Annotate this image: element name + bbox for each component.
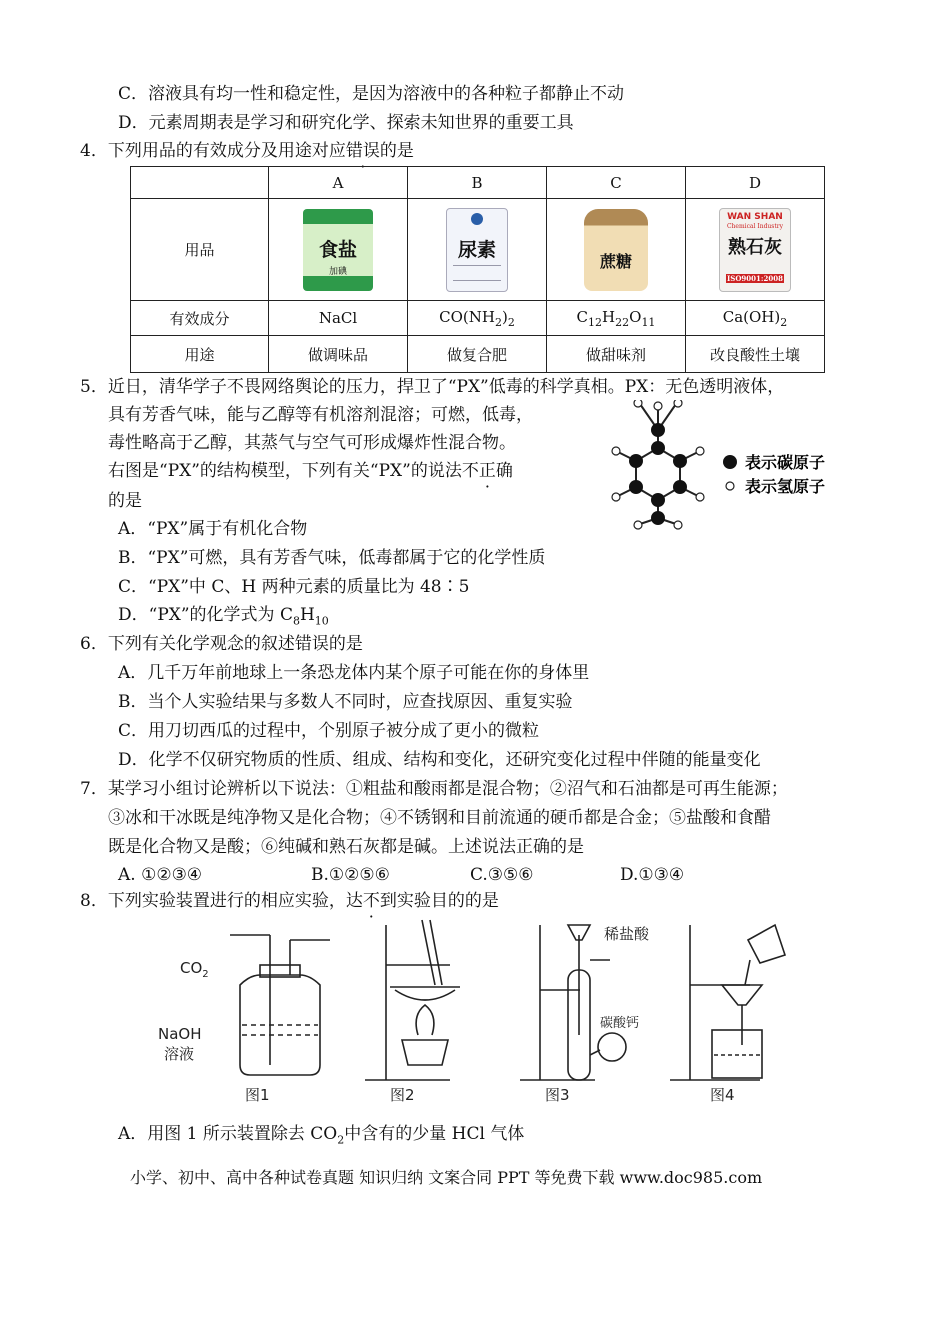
carbon-atom <box>651 423 665 437</box>
carbon-atom <box>673 480 687 494</box>
figure1-gas-washing-bottle <box>230 935 330 1075</box>
col-header-a: A <box>269 167 408 199</box>
figure4-filtration-setup <box>670 925 785 1080</box>
q4-table <box>130 166 825 373</box>
q5-line1: 5．近日，清华学子不畏网络舆论的压力，捍卫了“PX”低毒的科学真相。PX：无色透明液体， <box>80 377 785 397</box>
use-c: 做甜味剂 <box>547 336 686 373</box>
naoh-solution-label: 溶液 <box>164 1045 195 1063</box>
sugar-jar-image: 蔗糖 <box>584 209 648 291</box>
figure2-evaporation-setup <box>365 920 460 1080</box>
use-d: 改良酸性土壤 <box>686 336 825 373</box>
urea-bag-image: 尿素 <box>446 208 508 292</box>
q7-line3: 既是化合物又是酸；⑥纯碱和熟石灰都是碱。上述说法正确的是 <box>108 837 584 857</box>
q6-option-d: D．化学不仅研究物质的性质、组成、结构和变化，还研究变化过程中伴随的能量变化 <box>118 750 761 770</box>
q7-option-c: C.③⑤⑥ <box>470 865 534 885</box>
figure2-label: 图2 <box>390 1086 415 1104</box>
emphasis-text: 错误 <box>345 141 380 161</box>
q5-line3: 毒性略高于乙醇，其蒸气与空气可形成爆炸性混合物。 <box>108 433 516 453</box>
carbon-atom <box>629 480 643 494</box>
row-label-component: 有效成分 <box>131 301 269 336</box>
px-molecule-model <box>600 400 860 530</box>
figure3-label: 图3 <box>545 1086 570 1104</box>
q8-option-a: A．用图 1 所示装置除去 $CO_2$中含有的少量 HCl 气体 <box>118 1124 525 1147</box>
q7-option-a: A. ①②③④ <box>118 865 203 885</box>
use-b: 做复合肥 <box>408 336 547 373</box>
hydrogen-atom <box>634 400 642 407</box>
legend-carbon-icon <box>723 455 737 469</box>
legend-carbon-label: 表示碳原子 <box>745 453 826 472</box>
q4-stem: 4．下列用品的有效成分及用途对应错误的是 <box>80 141 414 161</box>
component-c: $C_{12}H_{22}O_{11}$ <box>547 301 686 336</box>
hydrogen-atom <box>674 521 682 529</box>
col-header-c: C <box>547 167 686 199</box>
q3-option-c: C．溶液具有均一性和稳定性，是因为溶液中的各种粒子都静止不动 <box>118 84 625 104</box>
hydrogen-atom <box>612 493 620 501</box>
q5-line4: 右图是“PX”的结构模型，下列有关“PX”的说法不正确 <box>108 461 513 481</box>
q5-option-a: A．“PX”属于有机化合物 <box>118 519 308 539</box>
component-a: NaCl <box>269 301 408 336</box>
col-header-b: B <box>408 167 547 199</box>
q7-line2: ③冰和干冰既是纯净物又是化合物；④不锈钢和目前流通的硬币都是合金；⑤盐酸和食醋 <box>108 808 771 828</box>
emphasis-text: 不正确 <box>461 461 513 481</box>
q5-option-b: B．“PX”可燃，具有芳香气味，低毒都属于它的化学性质 <box>118 548 546 568</box>
use-a: 做调味品 <box>269 336 408 373</box>
q7-option-b: B.①②⑤⑥ <box>311 865 390 885</box>
row-label-product: 用品 <box>131 199 269 301</box>
component-d: $Ca(OH)_2$ <box>686 301 825 336</box>
hydrogen-atom <box>654 402 662 410</box>
figure4-label: 图4 <box>710 1086 735 1104</box>
slaked-lime-bag-image: WAN SHAN Chemical Industry 熟石灰 ISO9001:2008 <box>719 208 791 292</box>
q7-line1: 7．某学习小组讨论辨析以下说法：①粗盐和酸雨都是混合物；②沼气和石油都是可再生能源； <box>80 779 788 799</box>
legend-hydrogen-icon <box>726 482 734 490</box>
carbon-atom <box>629 454 643 468</box>
carbon-atom <box>651 441 665 455</box>
hydrogen-atom <box>674 400 682 407</box>
dilute-hcl-label: 稀盐酸 <box>604 925 650 943</box>
co2-label: $CO_2$ <box>180 959 209 980</box>
q7-option-d: D.①③④ <box>620 865 685 885</box>
q6-option-c: C．用刀切西瓜的过程中，个别原子被分成了更小的微粒 <box>118 721 540 741</box>
legend-hydrogen-label: 表示氢原子 <box>745 477 826 496</box>
salt-package-image: 食盐 加碘 <box>303 209 373 291</box>
hydrogen-atom <box>696 493 704 501</box>
figure3-gas-generation-setup <box>520 925 626 1080</box>
component-b: $CO(NH_2)_2$ <box>408 301 547 336</box>
q5-option-c: C．“PX”中 C、H 两种元素的质量比为 48∶5 <box>118 577 470 597</box>
q8-stem: 8．下列实验装置进行的相应实验，达不到实验目的的是 <box>80 891 499 911</box>
q6-option-a: A．几千万年前地球上一条恐龙体内某个原子可能在你的身体里 <box>118 663 590 683</box>
col-header-d: D <box>686 167 825 199</box>
q8-apparatus-figures <box>150 915 790 1115</box>
carbon-atom <box>673 454 687 468</box>
q5-line2: 具有芳香气味，能与乙醇等有机溶剂混溶；可燃，低毒， <box>108 405 533 425</box>
carbon-atom <box>651 511 665 525</box>
row-label-use: 用途 <box>131 336 269 373</box>
q6-option-b: B．当个人实验结果与多数人不同时，应查找原因、重复实验 <box>118 692 573 712</box>
q3-option-d: D．元素周期表是学习和研究化学、探索未知世界的重要工具 <box>118 113 574 133</box>
carbon-atom <box>651 493 665 507</box>
figure1-label: 图1 <box>245 1086 270 1104</box>
calcium-carbonate-label: 碳酸钙 <box>600 1016 640 1031</box>
page-footer: 小学、初中、高中各种试卷真题 知识归纳 文案合同 PPT 等免费下载 www.doc985.com <box>130 1168 763 1187</box>
hydrogen-atom <box>696 447 704 455</box>
hydrogen-atom <box>612 447 620 455</box>
emphasis-text: 达不到 <box>345 891 397 911</box>
q5-line5: 的是 <box>108 491 142 511</box>
q5-option-d: D．“PX”的化学式为 $C_8H_{10}$ <box>118 605 329 628</box>
naoh-label: NaOH <box>158 1025 202 1043</box>
hydrogen-atom <box>634 521 642 529</box>
q6-stem: 6．下列有关化学观念的叙述错误的是 <box>80 634 363 654</box>
